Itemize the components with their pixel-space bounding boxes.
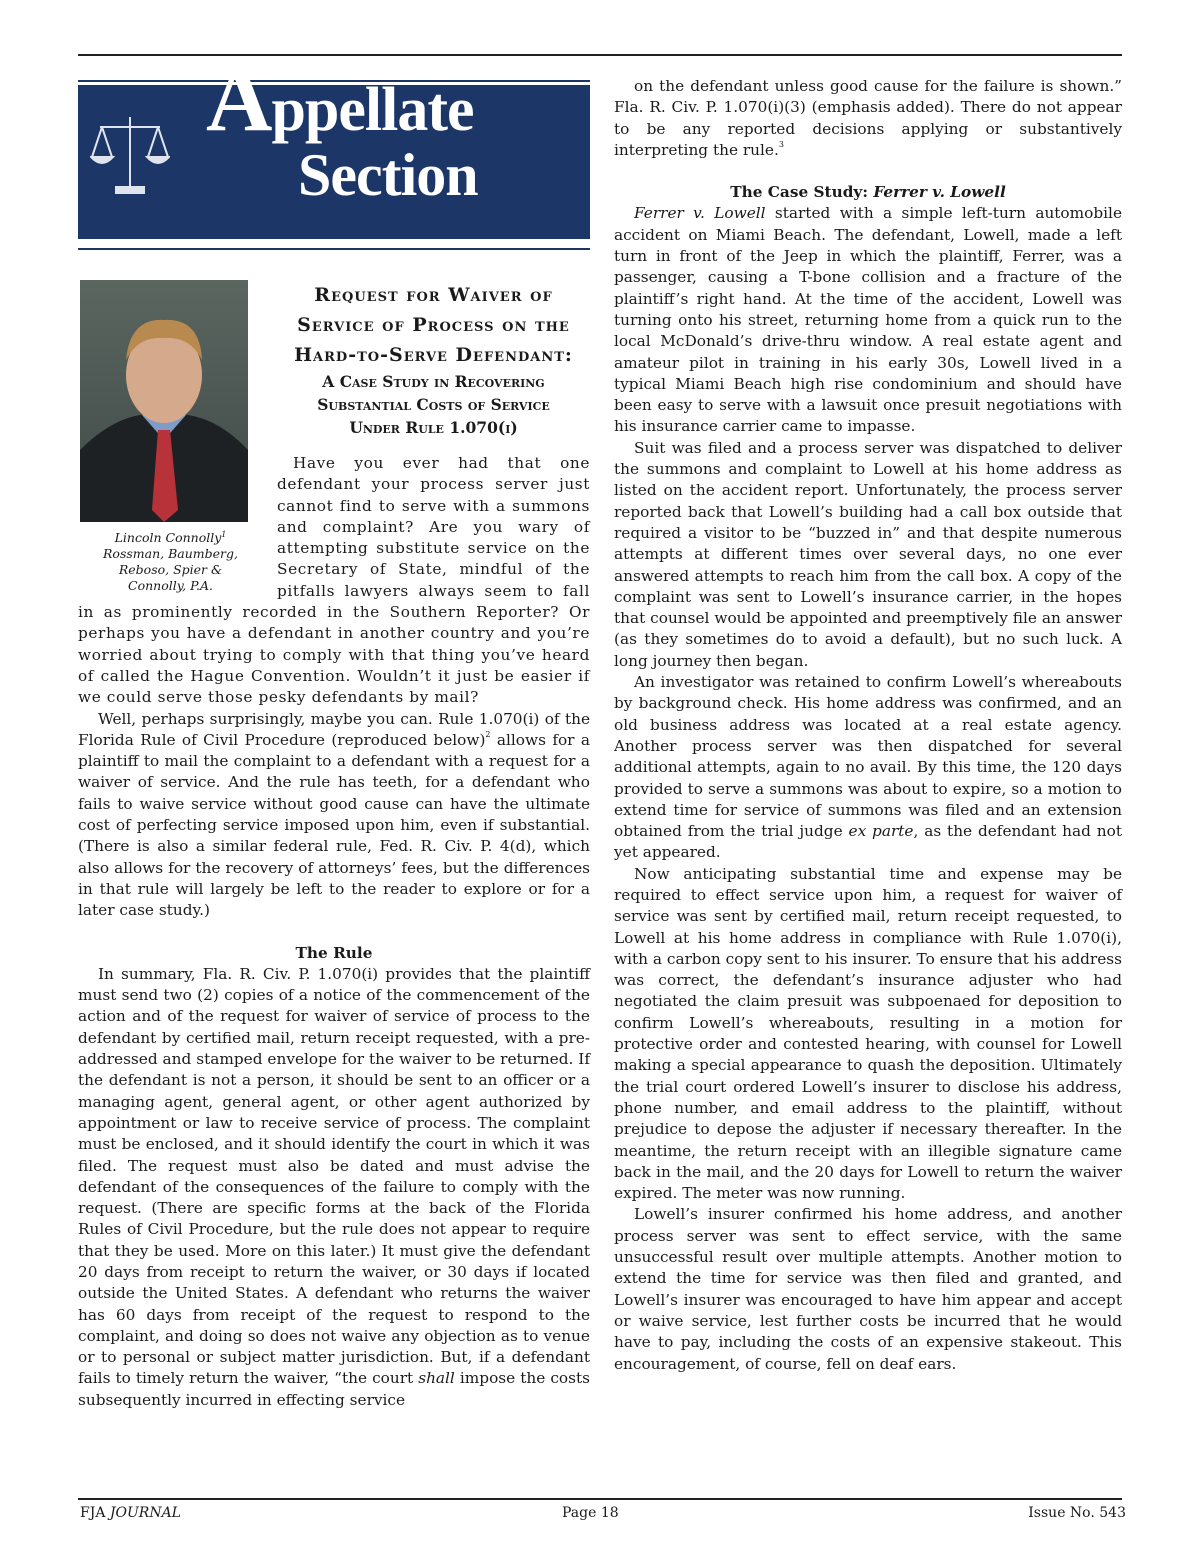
text-run: allows for a plaintiff to mail the complaint to a defendant with a request for a waiver of service. And the rule has teeth, for a defendant who fails to waive service without good cause can have the ultimate cost of perfecting service imposed upon him, even if substantial. (There is also a similar federal rule, Fed. R. Civ. P. 4(d), which also allows for the recovery of attorneys’ fees, but the differences in that rule will largely be left to the reader to explore or for a later case study.) [78,730,590,920]
case-study-text [614,203,1122,1374]
text-run: Well, perhaps surprisingly, maybe you can. Rule 1.070(i) of the Florida Rule of Civil Procedure (reproduced below) [78,709,590,749]
text-run: In summary, Fla. R. Civ. P. 1.070(i) provides that the plaintiff must send two (2) copies of a notice of the commencement of the action and of the request for waiver of service of process to the defendant by certified mail, return receipt requested, with a pre-addressed and stamped envelope for the waiver to be returned. If the defendant is not a person, it should be sent to an officer or a managing agent, general agent, or other agent authorized by appointment or law to receive service of process. The complaint must be enclosed, and it should identify the court in which it was filed. The request must also be dated and must advise the defendant of the consequences of the failure to comply with the request. (There are specific forms at the back of the Florida Rules of Civil Procedure, but the rule does not appear to require that they be used. More on this later.) It must give the defendant 20 days from receipt to return the waiver, or 30 days if located outside the United States. A defendant who returns the waiver has 60 days from receipt of the request to respond to the complaint, and doing so does not waive any objection as to venue or to personal or subject matter jurisdiction. But, if a defendant fails to timely return the waiver, “the court [78,964,590,1388]
footer-journal: FJA JOURNAL [80,1505,181,1521]
rule-text-continued [614,76,1122,161]
footnote-marker: 2 [485,729,491,739]
text-run: started with a simple left-turn automobile accident on Miami Beach. The defendant, Lowell, made a left turn in front of the Jeep in which the plaintiff, Ferrer, was a passenger, causing a T-bone collision and a fracture of the plaintiff’s right hand. At the time of the accident, Lowell was turning onto his street, returning home from a quick run to the local McDonald’s drive-thru window. A real estate agent and amateur pilot in training in his early 30s, Lowell lived in a typical Miami Beach high rise condominium and should have been easy to serve with a lawsuit once presuit negotiations with his insurance carrier came to impasse. [614,204,1122,436]
paragraph [614,864,1122,1205]
text-run: Have you ever had that one defendant your process server just cannot find to serve with a summons and complaint? Are you wary of attempting substitute service on the Secretary of State, mindful of the pitfalls lawyers always seem to fall in as prominently recorded in the Southern Reporter? Or perhaps you have a defendant in another country and you’re worried about trying to comply with that thing you’ve heard of called the Hague Convention. Wouldn’t it just be easier if we could serve those pesky defendants by mail? [78,454,590,707]
left-column [78,48,590,1411]
text-run: , as the defendant had not yet appeared. [614,822,1122,862]
text-run: shall [418,1369,455,1388]
bottom-rule [78,1498,1122,1500]
text-run: Lowell’s insurer confirmed his home address, and another process server was sent to effect service, with the same unsuccessful result over multiple attempts. Another motion to extend the time for service was then filed and granted, and Lowell’s insurer was encouraged to have him appear and accept or waive service, lest further costs be incurred that he would have to pay, including the costs of an expensive stakeout. This encouragement, of course, fell on deaf ears. [614,1205,1122,1373]
text-run: Now anticipating substantial time and expense may be required to effect service upon him, a request for waiver of service was sent by certified mail, return receipt requested, to Lowell at his home address in compliance with Rule 1.070(i), with a carbon copy sent to his insurer. To ensure that his address was correct, the defendant’s insurance adjuster who had negotiated the claim presuit was subpoenaed for deposition to confirm Lowell’s whereabouts, resulting in a motion for protective order and contested hearing, with counsel for Lowell making a special appearance to quash the deposition. Ultimately the trial court ordered Lowell’s insurer to disclose his address, phone number, and email address to the plaintiff, without prejudice to depose the adjuster if necessary thereafter. In the meantime, the return receipt with an illegible signature came back in the mail, and the 20 days for Lowell to return the waiver expired. The meter was now running. [614,864,1122,1203]
appellate-section-banner [78,48,590,250]
paragraph [614,672,1122,864]
article-subtitle: A Case Study in Recovering Substantial Costs of Service Under Rule 1.070(i) [317,372,550,437]
paragraph [78,964,590,1411]
banner-title-line2: Section [298,142,478,208]
text-run: Suit was filed and a process server was dispatched to deliver the summons and complaint to Lowell at his home address as listed on the accident report. Unfortunately, the process server reported back that Lowell’s building had a call box outside that required a visitor to be “buzzed in” and that despite numerous attempts at different times over several days, no one ever answered attempts to reach him from the call box. A copy of the complaint was sent to Lowell’s insurance carrier, in the hopes that counsel would be appointed and preemptively file an answer (as they sometimes do to avoid a default), but no such luck. A long journey then began. [614,438,1122,670]
scales-of-justice-icon [90,111,170,201]
article-title: Request for Waiver of Service of Process on the Hard-to-Serve Defendant: [294,284,573,366]
paragraph [614,203,1122,437]
banner-title-line1: Appellate [206,48,474,150]
author-photo [80,280,248,522]
rule-heading: The Rule [295,943,373,962]
footer-issue: Issue No. 543 [1028,1505,1126,1521]
footnote-marker: 3 [778,139,784,149]
author-block [78,280,263,594]
footer-page-number: Page 18 [562,1505,619,1521]
case-study-heading: The Case Study: Ferrer v. Lowell [730,183,1006,202]
right-column [614,76,1122,1375]
paragraph [614,1204,1122,1374]
rule-text [78,964,590,1411]
paragraph [614,438,1122,672]
text-run: Ferrer v. Lowell [634,204,766,223]
author-caption: Lincoln Connolly$^1$ Rossman, Baumberg, Reboso, Spier & Connolly, P.A. [103,530,238,593]
paragraph [614,76,1122,161]
text-run: ex parte [848,822,914,841]
text-run: impose the costs subsequently incurred in effecting service [78,1369,590,1409]
text-run: on the defendant unless good cause for the failure is shown.” Fla. R. Civ. P. 1.070(i)(3) (emphasis added). There do not appear to be any reported decisions applying or substantively interpreting the rule. [614,77,1122,159]
paragraph [78,709,590,922]
text-run: An investigator was retained to confirm Lowell’s whereabouts by background check. His home address was confirmed, and an old business address was located at a real estate agency. Another process server was then dispatched for several additional attempts, again to no avail. By this time, the 120 days provided to serve a summons was about to expire, so a motion to extend time for service of summons was filed and an extension obtained from the trial judge [614,673,1122,841]
